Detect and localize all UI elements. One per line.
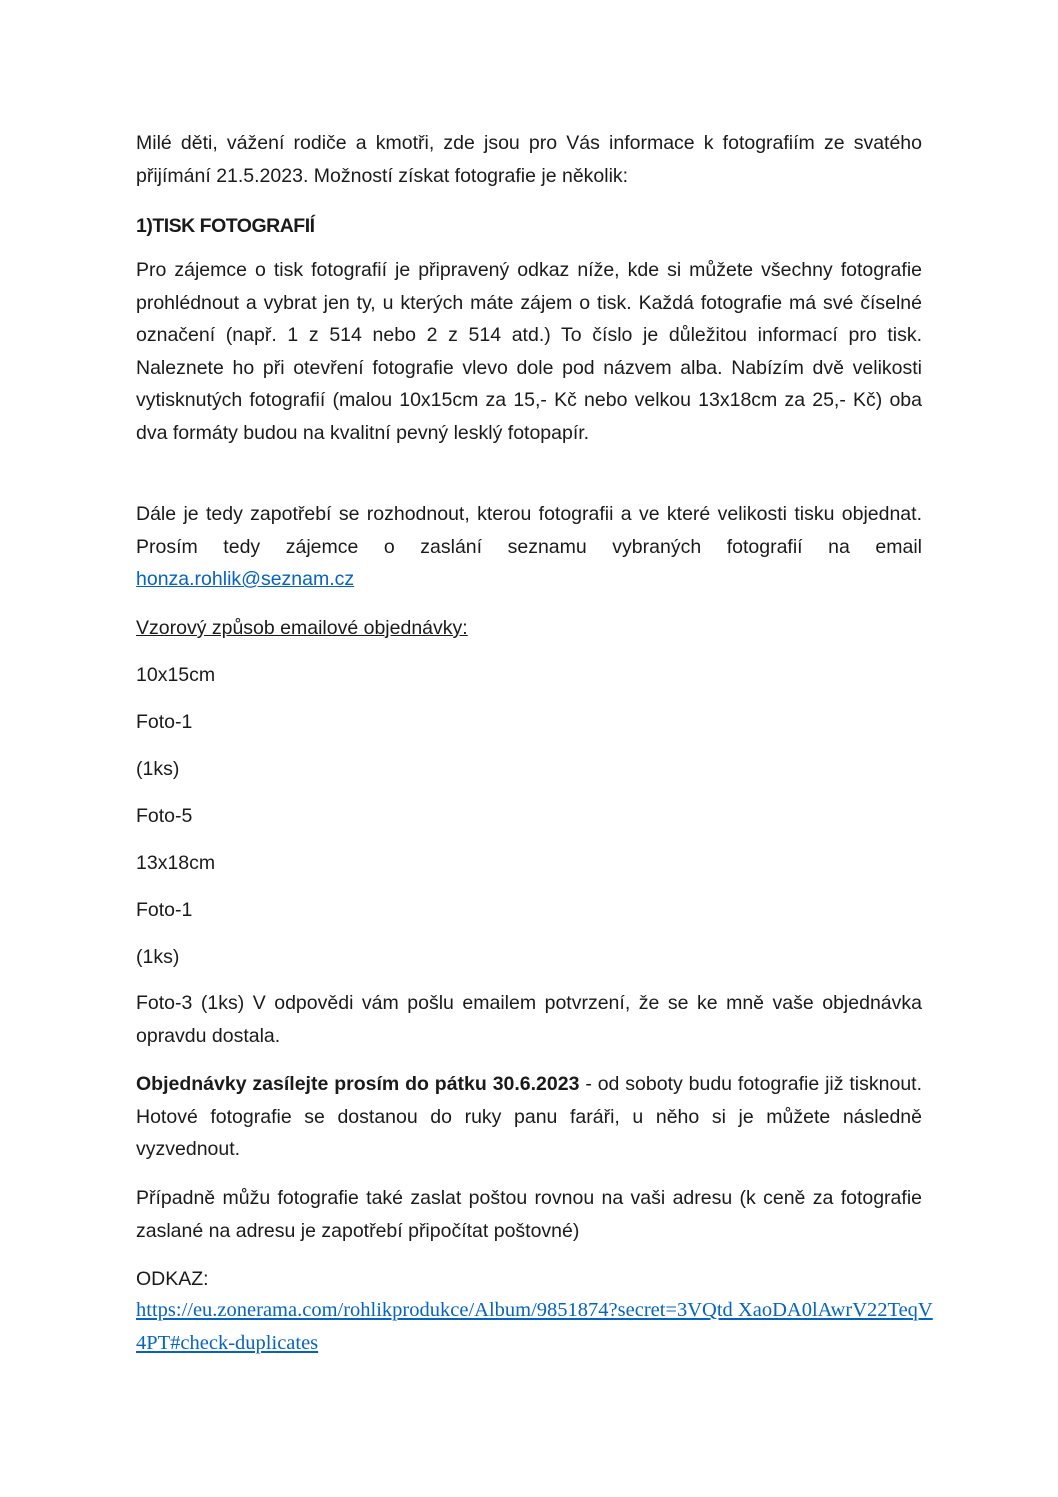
sample-heading: Vzorový způsob emailové objednávky:	[136, 617, 468, 639]
postal-info-paragraph: Případně můžu fotografie také zaslat poštou rovnou na vaši adresu (k ceně za fotografie zaslané na adresu je zapotřebí připočítat poštovné)	[136, 1187, 922, 1242]
sample-line: Foto-1	[136, 711, 193, 733]
link-label: ODKAZ:	[136, 1268, 209, 1290]
deadline-bold-text: Objednávky zasílejte prosím do pátku 30.6.2023	[136, 1073, 580, 1095]
print-info-paragraph: Pro zájemce o tisk fotografií je připravený odkaz níže, kde si můžete všechny fotografie prohlédnout a vybrat jen ty, u kterých máte zájem o tisk. Každá fotografie má své číselné označení (např. 1 z 514 nebo 2 z 514 atd.) To číslo je důležitou informací pro tisk. Naleznete ho při otevření fotografie vlevo dole pod názvem alba. Nabízím dvě velikosti vytisknutých fotografií (malou 10x15cm za 15,- Kč nebo velkou 13x18cm za 25,- Kč) oba dva formáty budou na kvalitní pevný lesklý fotopapír.	[136, 259, 922, 444]
sample-line: 13x18cm	[136, 852, 216, 874]
album-link[interactable]: https://eu.zonerama.com/rohlikprodukce/Album/9851874?secret=3VQtd XaoDA0lAwrV22TeqV4PT#check-duplicates	[136, 1299, 933, 1354]
section-heading: 1)TISK FOTOGRAFIÍ	[136, 215, 315, 237]
order-info-paragraph	[136, 498, 922, 596]
sample-line: Foto-5	[136, 805, 193, 827]
deadline-rest-text: - od soboty budu fotografie již tisknout. Hotové fotografie se dostanou do ruky panu faráři, u něho si je můžete následně vyzvednout.	[136, 1073, 923, 1160]
deadline-paragraph	[136, 1068, 922, 1166]
sample-last-paragraph: Foto-3 (1ks) V odpovědi vám pošlu emailem potvrzení, že se ke mně vaše objednávka opravdu dostala.	[136, 992, 922, 1047]
intro-paragraph: Milé děti, vážení rodiče a kmotři, zde jsou pro Vás informace k fotografiím ze svatého přijímání 21.5.2023. Možností získat fotografie je několik:	[136, 132, 922, 187]
sample-line: Foto-1	[136, 899, 193, 921]
email-link[interactable]: honza.rohlik@seznam.cz	[136, 568, 355, 590]
sample-line: (1ks)	[136, 946, 180, 968]
sample-line: (1ks)	[136, 758, 180, 780]
order-info-text: Dále je tedy zapotřebí se rozhodnout, kterou fotografii a ve které velikosti tisku objednat. Prosím tedy zájemce o zaslání seznamu vybraných fotografií na email	[136, 503, 922, 558]
sample-line: 10x15cm	[136, 664, 216, 686]
